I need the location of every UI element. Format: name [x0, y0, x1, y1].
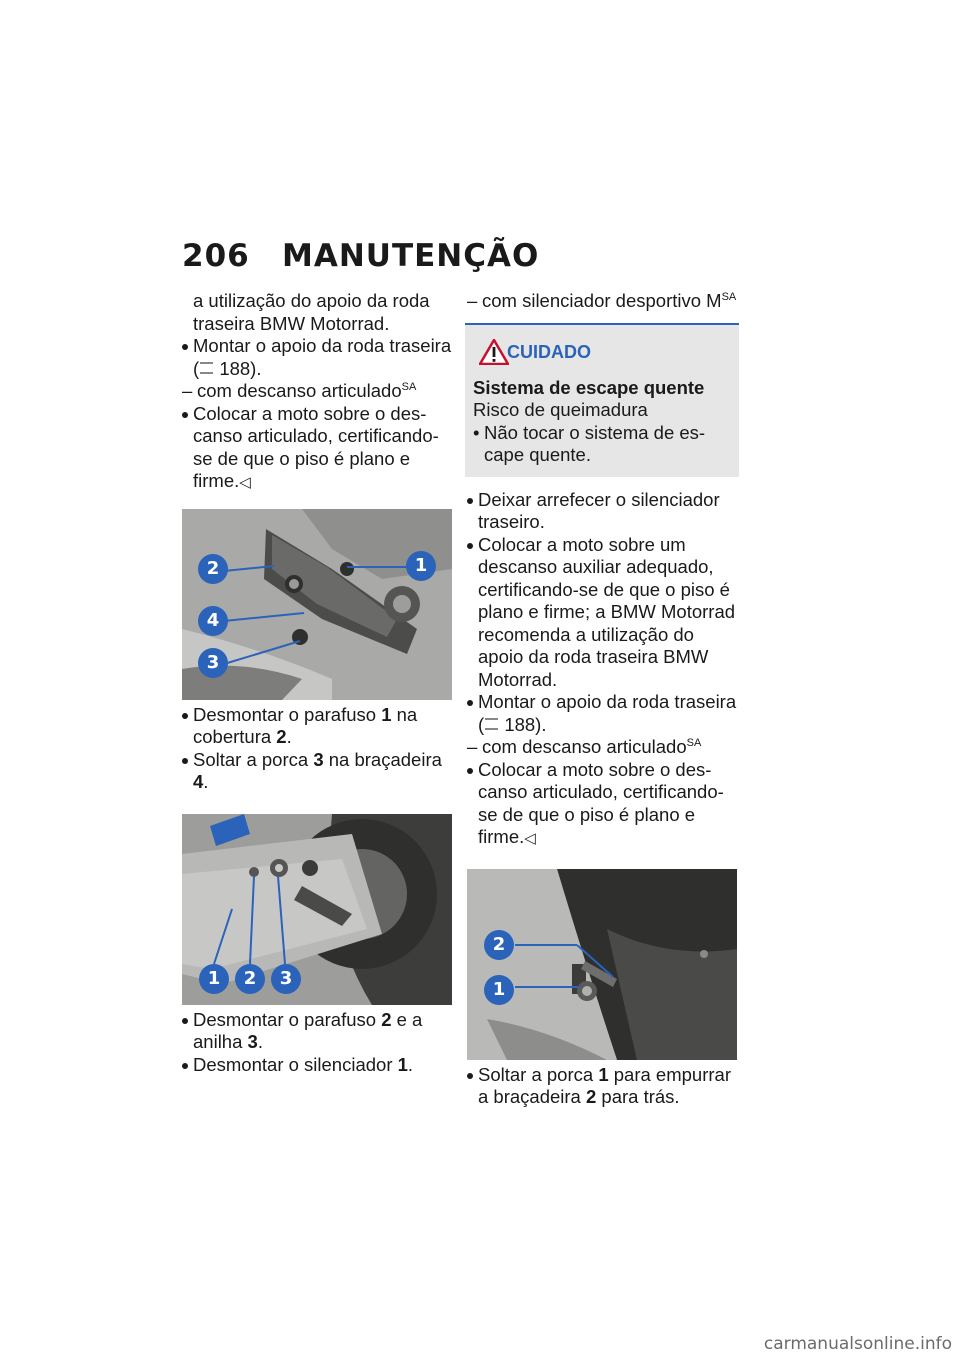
page-header [182, 238, 539, 274]
cross-reference-arrow-icon [200, 362, 213, 374]
end-of-section-icon: ◁ [239, 474, 251, 491]
step-auxiliary-stand: Colocar a moto sobre um descanso auxiliar adequado, certificando-se de que o piso é plano e firme; a BMW Motorrad recomenda a utilização do apoio da roda traseira BMW Motorrad. [467, 534, 739, 692]
step-remove-screw-washer: Desmontar o parafuso 2 e a anilha 3. [182, 1009, 452, 1054]
warning-action: • Não tocar o sistema de escape quente. [473, 422, 729, 467]
step-remove-screw-cover: Desmontar o parafuso 1 na cobertura 2. [182, 704, 452, 749]
callout-1: 1 [199, 964, 229, 994]
end-of-section-icon: ◁ [524, 830, 536, 847]
callout-3: 3 [198, 648, 228, 678]
callout-3: 3 [271, 964, 301, 994]
left-column [182, 290, 452, 1076]
warning-box [465, 323, 739, 477]
figure-clamp [467, 869, 737, 1060]
callout-4: 4 [198, 606, 228, 636]
chapter-title: MANUTENÇÃO [282, 238, 540, 274]
warning-label: CUIDADO [507, 341, 591, 362]
callout-2: 2 [198, 554, 228, 584]
callout-2: 2 [235, 964, 265, 994]
option-marker: SA [721, 290, 737, 303]
warning-triangle-icon [479, 339, 509, 365]
right-column [467, 290, 739, 1109]
step-remove-silencer: Desmontar o silenciador 1. [182, 1054, 452, 1077]
page-reference-link[interactable]: 188). [504, 713, 547, 735]
step-mount-rear-stand: Montar o apoio da roda traseira ( 188). [182, 335, 452, 380]
cross-reference-arrow-icon [485, 718, 498, 730]
step-place-on-stand: Colocar a moto sobre o descanso articulado, certificando-se de que o piso é plano e firme.◁ [182, 403, 452, 495]
step-cool-silencer: Deixar arrefecer o silenciador traseiro. [467, 489, 739, 534]
warning-heading: Sistema de escape quente [473, 376, 705, 398]
condition-folding-stand: – com descanso articulado$^{SA}$ [182, 380, 417, 401]
callout-1: 1 [484, 975, 514, 1005]
warning-risk: Risco de queimadura [473, 399, 648, 420]
condition-folding-stand: – com descanso articulado$^{SA}$ [467, 736, 702, 757]
page-reference-link[interactable]: 188). [219, 357, 262, 379]
condition-sport-silencer: – com silenciador desportivo $M^{SA}$ [467, 290, 737, 311]
paragraph-continuation: a utilização do apoio da roda traseira BMW Motorrad. [193, 290, 430, 334]
step-loosen-nut-clamp: Soltar a porca 3 na braçadeira 4. [182, 749, 452, 794]
watermark: carmanualsonline.info [763, 1334, 952, 1354]
callout-1: 1 [406, 551, 436, 581]
step-mount-rear-stand: Montar o apoio da roda traseira ( 188). [467, 691, 739, 736]
option-marker: SA [401, 380, 417, 393]
callout-2: 2 [484, 930, 514, 960]
figure-exhaust-cover [182, 509, 452, 700]
page-number: 206 [182, 238, 250, 274]
step-loosen-nut-push-clamp: Soltar a porca 1 para empurrar a braçadeira 2 para trás. [467, 1064, 739, 1109]
clamp-illustration [467, 869, 737, 1060]
option-marker: SA [686, 736, 702, 749]
figure-silencer-screws [182, 814, 452, 1005]
step-place-on-stand: Colocar a moto sobre o descanso articulado, certificando-se de que o piso é plano e firme.◁ [467, 759, 739, 851]
